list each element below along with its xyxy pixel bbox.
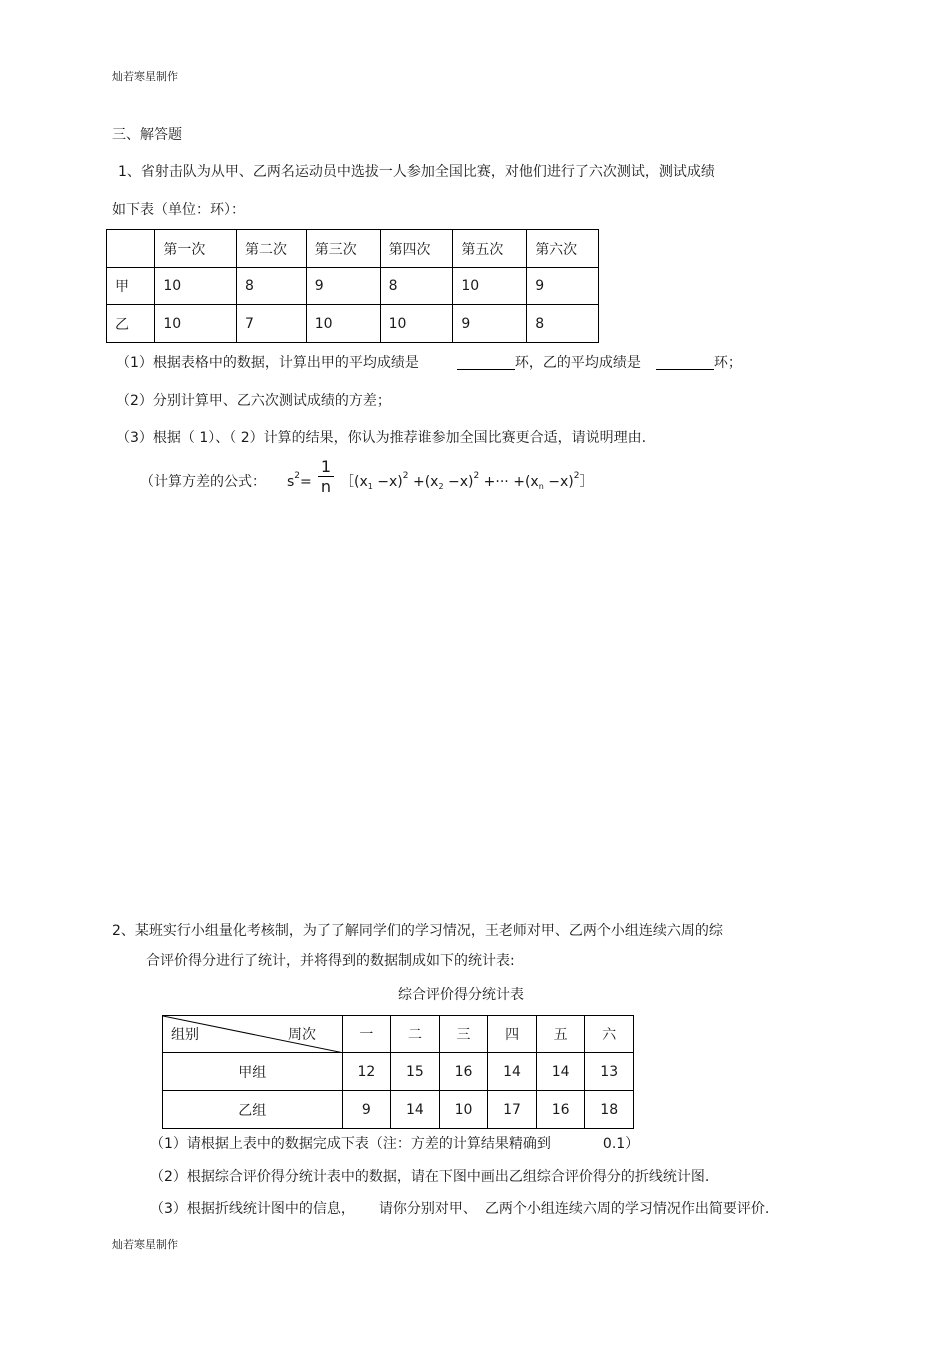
q1-part1-text-c: 环； <box>713 355 742 371</box>
q1-score-table <box>106 229 599 343</box>
table-header-cell: 六 <box>585 1016 634 1053</box>
formula-dots: +··· + <box>479 474 525 490</box>
answer-blank-a <box>457 355 515 370</box>
table-cell: 14 <box>488 1053 537 1091</box>
table-cell: 15 <box>391 1053 440 1091</box>
q2-part3-text-b: 请你分别对甲、 <box>378 1201 477 1217</box>
table-cell: 8 <box>380 268 453 305</box>
table-cell: 9 <box>527 268 599 305</box>
row-label: 甲组 <box>163 1053 343 1091</box>
table-corner-cell <box>107 230 155 268</box>
table-row <box>163 1053 634 1091</box>
table-cell: 14 <box>536 1053 585 1091</box>
corner-week-label: 周次 <box>288 1027 316 1043</box>
formula-subn: n <box>538 482 544 491</box>
formula-termn-rest: −x) <box>543 474 574 490</box>
q2-part1-text-a: （1）请根据上表中的数据完成下表（注：方差的计算结果精确到 <box>150 1136 551 1152</box>
table-header-cell: 第一次 <box>155 230 237 268</box>
formula-term1-rest: −x) <box>372 474 403 490</box>
table-header-cell: 第三次 <box>306 230 380 268</box>
q1-part3: （3）根据（ 1）、（ 2）计算的结果，你认为推荐谁参加全国比赛更合适，请说明理由. <box>116 430 647 446</box>
table-row <box>107 268 599 305</box>
q1-part1-text-a: （1）根据表格中的数据，计算出甲的平均成绩是 <box>116 355 419 371</box>
variance-formula <box>287 471 312 490</box>
footer-watermark: 灿若寒星制作 <box>112 1238 178 1251</box>
table-header-cell: 第五次 <box>453 230 527 268</box>
table-header-cell: 第二次 <box>236 230 306 268</box>
formula-s: s <box>287 474 295 490</box>
table-cell: 9 <box>453 305 527 343</box>
q2-part1 <box>150 1133 639 1153</box>
table-header-cell: 三 <box>439 1016 488 1053</box>
table-header-cell: 五 <box>536 1016 585 1053</box>
table-cell: 8 <box>236 268 306 305</box>
table-cell: 10 <box>155 305 237 343</box>
formula-sq: 2 <box>294 471 301 481</box>
table-row <box>107 305 599 343</box>
q1-part1 <box>116 352 742 372</box>
q2-score-table <box>162 1015 634 1129</box>
table-cell: 16 <box>536 1091 585 1129</box>
table-header-cell: 第四次 <box>380 230 453 268</box>
formula-term2: (x <box>424 474 439 490</box>
q2-part3-text-c: 乙两个小组连续六周的学习情况作出简要评价. <box>484 1201 770 1217</box>
table-header-cell: 二 <box>391 1016 440 1053</box>
table-cell: 17 <box>488 1091 537 1129</box>
q2-stem-line1: 2、某班实行小组量化考核制，为了了解同学们的学习情况，王老师对甲、乙两个小组连续六周的综 <box>112 923 723 939</box>
q2-table-title: 综合评价得分统计表 <box>398 987 524 1003</box>
formula-power1: 2 <box>402 471 409 481</box>
table-cell: 9 <box>342 1091 391 1129</box>
fraction-denominator: n <box>318 476 334 497</box>
table-cell: 13 <box>585 1053 634 1091</box>
table-cell: 12 <box>342 1053 391 1091</box>
fraction-numerator: 1 <box>320 457 332 476</box>
row-label: 乙 <box>107 305 155 343</box>
formula-fraction <box>318 458 334 497</box>
formula-rbracket: ］ <box>579 474 594 490</box>
q1-part2: （2）分别计算甲、乙六次测试成绩的方差； <box>116 393 391 409</box>
table-cell: 10 <box>380 305 453 343</box>
formula-power2: 2 <box>473 471 480 481</box>
formula-body <box>340 471 593 491</box>
section-title: 三、解答题 <box>112 127 182 143</box>
formula-eq: = <box>300 474 312 490</box>
q1-stem-line1: 1、省射击队为从甲、乙两名运动员中选拔一人参加全国比赛，对他们进行了六次测试，测试成绩 <box>118 164 715 180</box>
table-cell: 14 <box>391 1091 440 1129</box>
corner-group-label: 组别 <box>171 1027 199 1043</box>
table-cell: 9 <box>306 268 380 305</box>
formula-plus1: + <box>408 474 425 490</box>
table-corner-cell <box>163 1016 343 1053</box>
table-header-cell: 第六次 <box>527 230 599 268</box>
row-label: 甲 <box>107 268 155 305</box>
table-cell: 16 <box>439 1053 488 1091</box>
table-row <box>163 1091 634 1129</box>
formula-termn: (x <box>524 474 539 490</box>
answer-blank-b <box>656 355 714 370</box>
formula-sub2: 2 <box>438 482 444 491</box>
formula-term1: (x <box>354 474 368 490</box>
table-cell: 8 <box>527 305 599 343</box>
table-header-row <box>163 1016 634 1053</box>
header-watermark: 灿若寒星制作 <box>112 70 178 83</box>
q2-part2: （2）根据综合评价得分统计表中的数据，请在下图中画出乙组综合评价得分的折线统计图. <box>150 1169 710 1185</box>
q1-part1-text-b: 环，乙的平均成绩是 <box>514 355 641 371</box>
row-label: 乙组 <box>163 1091 343 1129</box>
formula-term2-rest: −x) <box>443 474 474 490</box>
table-cell: 18 <box>585 1091 634 1129</box>
table-cell: 10 <box>439 1091 488 1129</box>
formula-powern: 2 <box>573 471 580 481</box>
table-cell: 10 <box>453 268 527 305</box>
table-cell: 7 <box>236 305 306 343</box>
table-header-cell: 四 <box>488 1016 537 1053</box>
table-cell: 10 <box>306 305 380 343</box>
q2-part3-text-a: （3）根据折线统计图中的信息， <box>150 1201 355 1217</box>
table-header-cell: 一 <box>342 1016 391 1053</box>
q2-part3 <box>150 1198 769 1218</box>
formula-label: （计算方差的公式： <box>140 474 266 490</box>
q2-part1-text-b: 0.1） <box>602 1136 640 1152</box>
table-header-row <box>107 230 599 268</box>
q1-stem-line2: 如下表（单位：环）： <box>112 202 245 218</box>
formula-sub1: 1 <box>367 482 373 491</box>
formula-lbracket: ［ <box>340 474 354 490</box>
table-cell: 10 <box>155 268 237 305</box>
q2-stem-line2: 合评价得分进行了统计，并将得到的数据制成如下的统计表: <box>146 953 515 969</box>
